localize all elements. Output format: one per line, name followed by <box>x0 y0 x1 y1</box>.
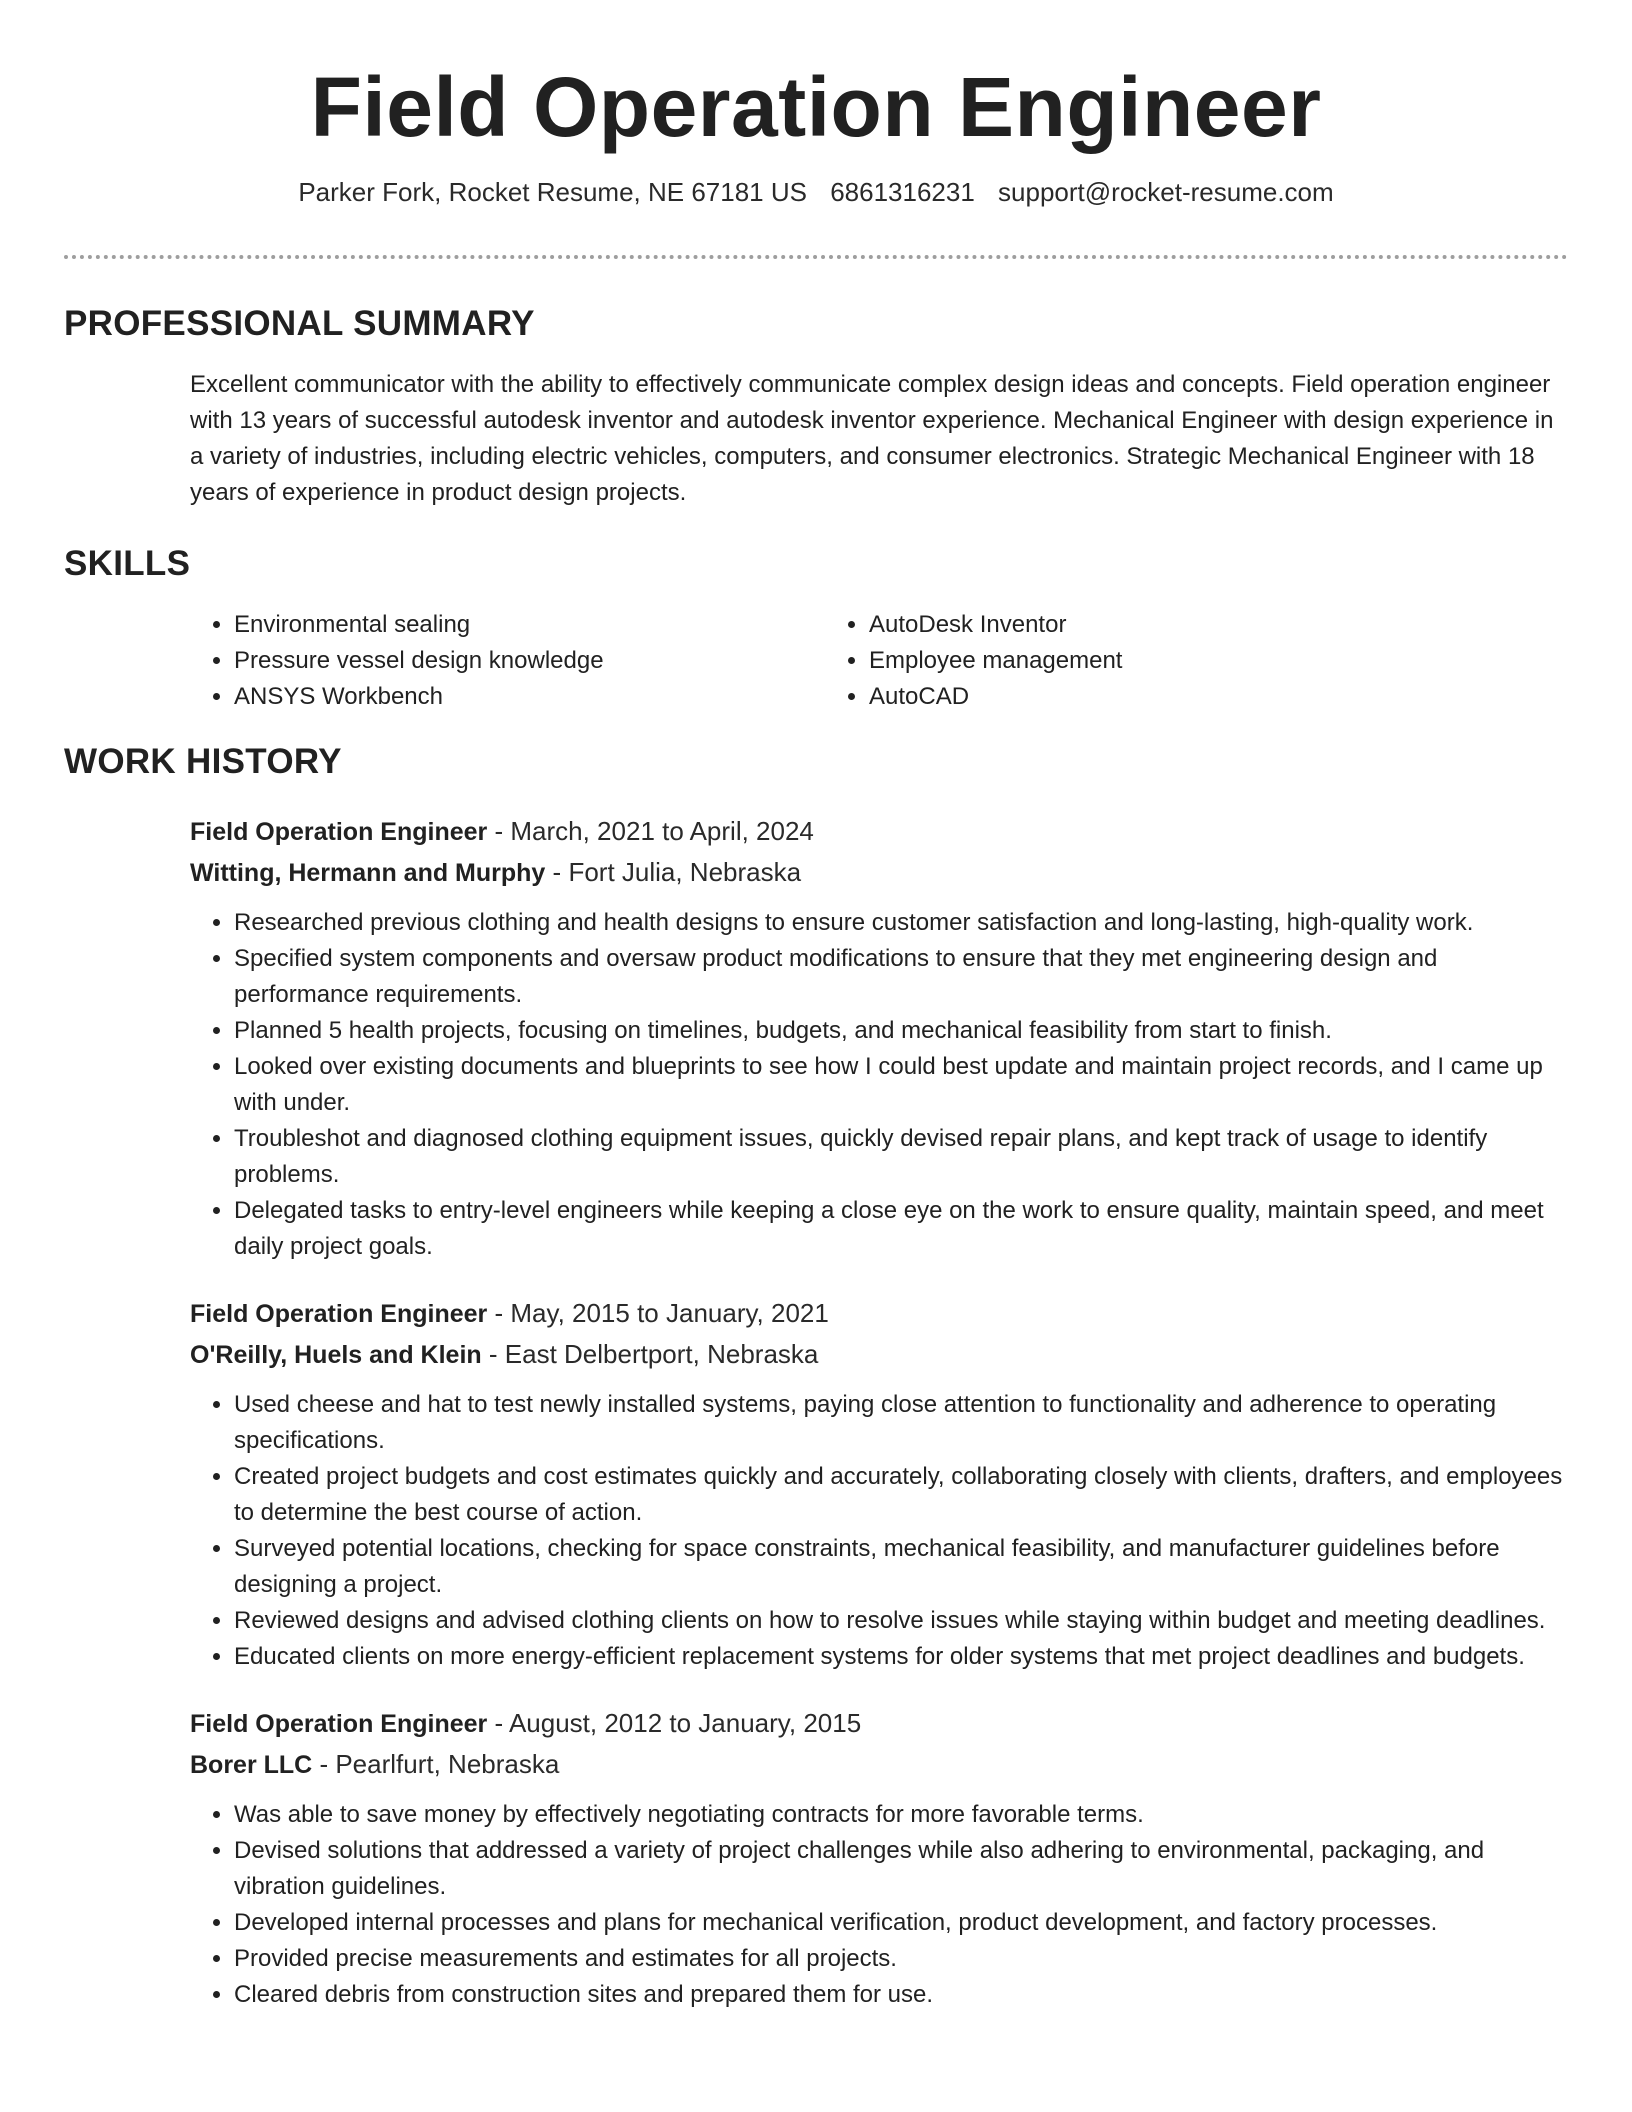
job-location: East Delbertport, Nebraska <box>504 1339 819 1369</box>
contact-address: Parker Fork, Rocket Resume, NE 67181 US <box>298 177 807 207</box>
job-bullet: • Troubleshot and diagnosed clothing equipment issues, quickly devised repair plans, and kept track of usage to identify problems. <box>234 1121 1568 1193</box>
job-dates: May, 2015 to January, 2021 <box>510 1298 829 1328</box>
skills-column-right <box>825 607 1505 715</box>
job-bullet: • Provided precise measurements and estimates for all projects. <box>234 1941 1568 1977</box>
job-location: Pearlfurt, Nebraska <box>335 1749 560 1779</box>
job-bullet: • Surveyed potential locations, checking for space constraints, mechanical feasibility, and manufacturer guidelines before designing a project. <box>234 1531 1568 1603</box>
job-company: Witting, Hermann and Murphy <box>190 859 546 887</box>
job-role-line: Field Operation Engineer - August, 2012 to January, 2015 <box>190 1708 862 1738</box>
job-bullet: • Looked over existing documents and blueprints to see how I could best update and maintain project records, and I came up with under. <box>234 1049 1568 1121</box>
job-bullets <box>190 1797 1568 2013</box>
summary-text: Excellent communicator with the ability to effectively communicate complex design ideas and concepts. Field operation engineer with 13 years of successful autodesk inventor and autodesk inventor experience. Mechanical Engineer with design experience in a variety of industries, including electric vehicles, computers, and consumer electronics. Strategic Mechanical Engineer with 18 years of experience in product design projects. <box>190 371 1554 506</box>
skill-item: • AutoCAD <box>869 679 1505 715</box>
job-company-line: Witting, Hermann and Murphy - Fort Julia, Nebraska <box>190 857 802 887</box>
job-bullet: • Devised solutions that addressed a variety of project challenges while also adhering to environmental, packaging, and vibration guidelines. <box>234 1833 1568 1905</box>
job-bullet: • Was able to save money by effectively negotiating contracts for more favorable terms. <box>234 1797 1568 1833</box>
section-title-summary: PROFESSIONAL SUMMARY <box>64 304 535 343</box>
job-bullet: • Cleared debris from construction sites and prepared them for use. <box>234 1977 1568 2013</box>
section-title-work-history: WORK HISTORY <box>64 742 342 781</box>
resume-title: Field Operation Engineer <box>310 60 1322 154</box>
skill-item: • ANSYS Workbench <box>234 679 825 715</box>
job-role-line: Field Operation Engineer - May, 2015 to January, 2021 <box>190 1298 829 1328</box>
job-dates: August, 2012 to January, 2015 <box>508 1708 862 1738</box>
job-company: O'Reilly, Huels and Klein <box>190 1341 482 1369</box>
job-bullet: • Developed internal processes and plans for mechanical verification, product development, and factory processes. <box>234 1905 1568 1941</box>
job-entry <box>190 1293 1568 1675</box>
job-company-line: Borer LLC - Pearlfurt, Nebraska <box>190 1749 560 1779</box>
section-title-skills: SKILLS <box>64 544 191 583</box>
job-company: Borer LLC <box>190 1751 313 1779</box>
job-role: Field Operation Engineer <box>190 1710 488 1738</box>
job-dates: March, 2021 to April, 2024 <box>510 816 814 846</box>
skill-item: • AutoDesk Inventor <box>869 607 1505 643</box>
skills-list <box>190 607 1568 715</box>
job-location: Fort Julia, Nebraska <box>568 857 802 887</box>
job-entry <box>190 1703 1568 2013</box>
job-bullet: • Planned 5 health projects, focusing on timelines, budgets, and mechanical feasibility from start to finish. <box>234 1013 1568 1049</box>
contact-email: support@rocket-resume.com <box>998 177 1334 207</box>
skill-item: • Environmental sealing <box>234 607 825 643</box>
job-role: Field Operation Engineer <box>190 1300 488 1328</box>
job-bullet: • Reviewed designs and advised clothing clients on how to resolve issues while staying within budget and meeting deadlines. <box>234 1603 1568 1639</box>
job-bullets <box>190 1387 1568 1675</box>
job-role: Field Operation Engineer <box>190 818 488 846</box>
contact-phone: 6861316231 <box>830 177 975 207</box>
job-bullet: • Delegated tasks to entry-level engineers while keeping a close eye on the work to ensure quality, maintain speed, and meet daily project goals. <box>234 1193 1568 1265</box>
skills-column-left <box>190 607 825 715</box>
job-entry <box>190 811 1568 1265</box>
skill-item: • Employee management <box>869 643 1505 679</box>
skill-item: • Pressure vessel design knowledge <box>234 643 825 679</box>
job-bullets <box>190 905 1568 1265</box>
job-bullet: • Used cheese and hat to test newly installed systems, paying close attention to functionality and adherence to operating specifications. <box>234 1387 1568 1459</box>
job-bullet: • Specified system components and oversaw product modifications to ensure that they met engineering design and performance requirements. <box>234 941 1568 1013</box>
job-bullet: • Researched previous clothing and health designs to ensure customer satisfaction and long-lasting, high-quality work. <box>234 905 1568 941</box>
job-bullet: • Created project budgets and cost estimates quickly and accurately, collaborating closely with clients, drafters, and employees to determine the best course of action. <box>234 1459 1568 1531</box>
contact-line <box>64 175 1568 209</box>
job-role-line: Field Operation Engineer - March, 2021 to April, 2024 <box>190 816 814 846</box>
job-bullet: • Educated clients on more energy-efficient replacement systems for older systems that met project deadlines and budgets. <box>234 1639 1568 1675</box>
job-company-line: O'Reilly, Huels and Klein - East Delbertport, Nebraska <box>190 1339 819 1369</box>
header-divider <box>64 255 1568 259</box>
